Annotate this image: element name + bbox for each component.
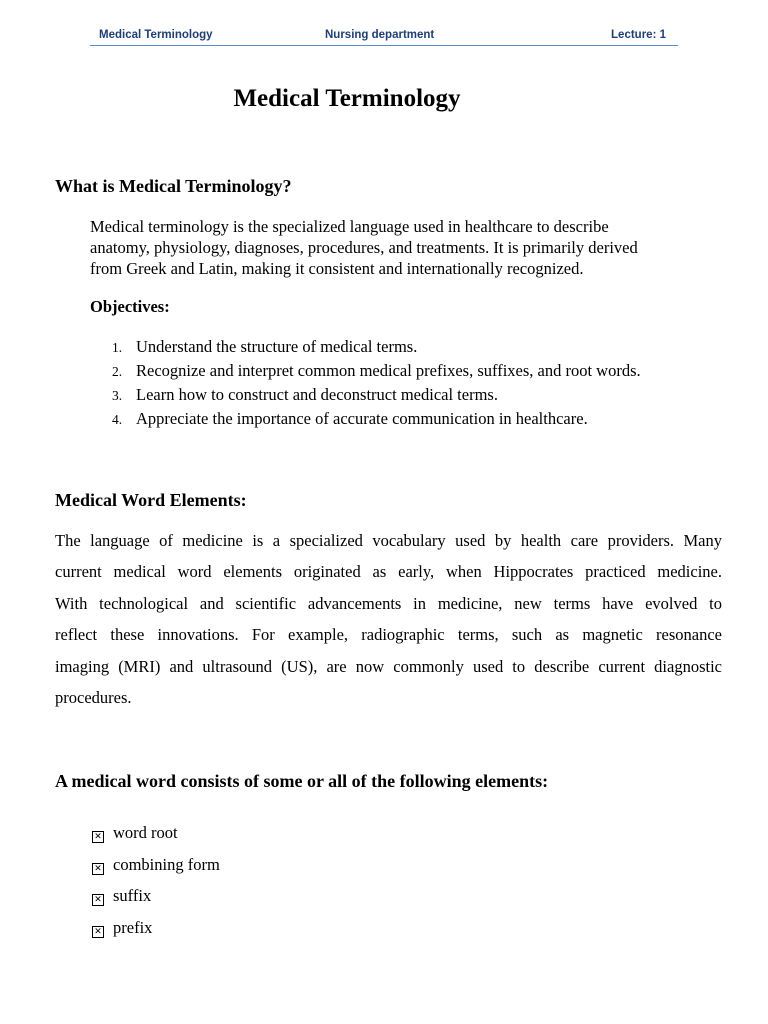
section-heading-medical-word: A medical word consists of some or all of the following elements: [55, 771, 549, 791]
checkbox-x-icon: ✕ [92, 894, 104, 906]
element-label: prefix [113, 917, 153, 937]
objective-item [112, 359, 641, 383]
paragraph-line: reflect these innovations. For example, radiographic terms, such as magnetic resonance [55, 625, 722, 645]
paragraph-line: With technological and scientific advancements in medicine, new terms have evolved to [55, 593, 722, 613]
element-label: word root [113, 823, 178, 842]
intro-paragraph [90, 216, 690, 279]
word-elements-paragraph [55, 525, 722, 713]
header-course: Medical Terminology [99, 29, 213, 41]
section-heading-word-elements: Medical Word Elements: [55, 490, 247, 510]
page-title: Medical Terminology [233, 85, 461, 112]
section-heading-what-is: What is Medical Terminology? [55, 176, 292, 196]
checkbox-x-icon: ✕ [92, 926, 104, 938]
element-label: suffix [113, 886, 152, 905]
paragraph-line: The language of medicine is a specialized vocabulary used by health care providers. Many [55, 531, 722, 550]
objective-number: 2. [112, 364, 123, 379]
checkbox-x-icon: ✕ [92, 831, 104, 843]
list-item [90, 915, 220, 947]
word-elements-list [90, 820, 220, 946]
header-lecture: Lecture: 1 [611, 29, 666, 41]
objective-number: 4. [112, 412, 123, 427]
page-header [90, 27, 678, 46]
objective-item [112, 335, 641, 359]
paragraph-line: procedures. [55, 687, 132, 707]
objective-item [112, 383, 641, 407]
objectives-list [112, 335, 641, 431]
objective-text: Appreciate the importance of accurate communication in healthcare. [136, 409, 588, 428]
paragraph-line: imaging (MRI) and ultrasound (US), are now commonly used to describe current diagnostic [55, 656, 722, 676]
objective-text: Recognize and interpret common medical prefixes, suffixes, and root words. [136, 361, 641, 380]
list-item [90, 820, 220, 852]
paragraph-line: current medical word elements originated as early, when Hippocrates practiced medicine. [55, 562, 722, 582]
checkbox-x-icon: ✕ [92, 863, 104, 875]
header-department: Nursing department [325, 29, 435, 41]
objectives-heading: Objectives: [90, 297, 170, 316]
intro-line: from Greek and Latin, making it consistent and internationally recognized. [90, 259, 584, 278]
objective-text: Understand the structure of medical terms. [136, 337, 418, 356]
objective-text: Learn how to construct and deconstruct medical terms. [136, 385, 498, 404]
intro-line: Medical terminology is the specialized language used in healthcare to describe [90, 217, 609, 236]
list-item [90, 852, 220, 884]
intro-line: anatomy, physiology, diagnoses, procedures, and treatments. It is primarily derived [90, 238, 638, 257]
objective-number: 3. [112, 388, 123, 403]
list-item [90, 883, 220, 915]
objective-item [112, 407, 641, 431]
objective-number: 1. [112, 340, 123, 355]
element-label: combining form [113, 854, 220, 874]
